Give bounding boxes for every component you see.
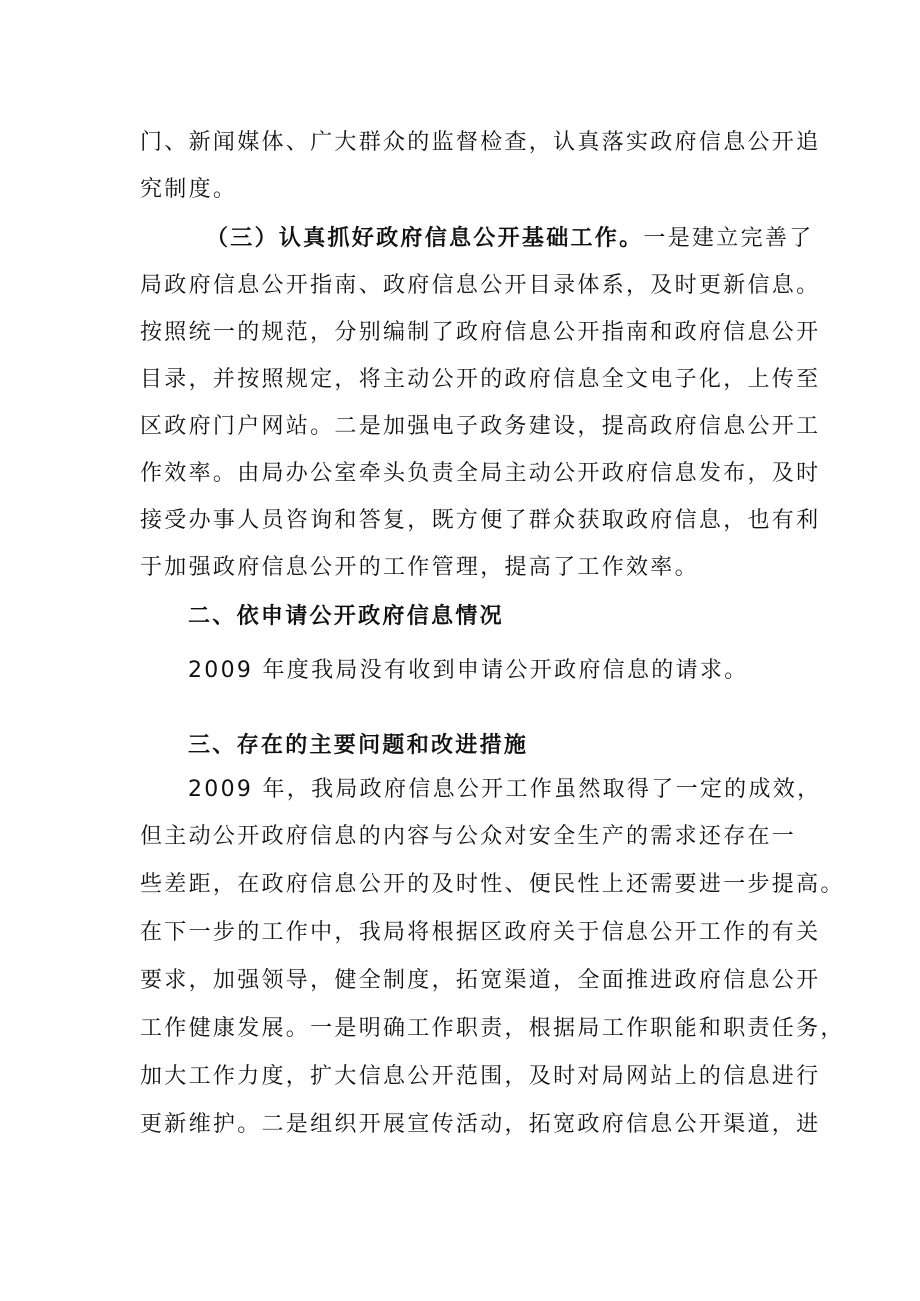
paragraph-line: 接受办事人员咨询和答复，既方便了群众获取政府信息，也有利 — [140, 508, 821, 533]
paragraph-line: 工作健康发展。一是明确工作职责，根据局工作职能和职责任务， — [140, 1016, 845, 1041]
section-3-main-heading: 三、存在的主要问题和改进措施 — [188, 733, 529, 758]
paragraph-line: 加大工作力度，扩大信息公开范围，及时对局网站上的信息进行 — [140, 1064, 821, 1089]
paragraph-line: 作效率。由局办公室牵头负责全局主动公开政府信息发布，及时 — [140, 461, 821, 486]
section-3-text: 一是建立完善了 — [643, 226, 814, 251]
paragraph-line: 目录，并按照规定，将主动公开的政府信息全文电子化，上传至 — [140, 367, 821, 392]
paragraph-line: 2009 年，我局政府信息公开工作虽然取得了一定的成效， — [188, 777, 822, 802]
paragraph-line: 更新维护。二是组织开展宣传活动，拓宽政府信息公开渠道，进 — [140, 1112, 821, 1137]
paragraph-line: 按照统一的规范，分别编制了政府信息公开指南和政府信息公开 — [140, 320, 821, 345]
section-3-heading: （三）认真抓好政府信息公开基础工作。 — [206, 226, 644, 251]
paragraph-line: 门、新闻媒体、广大群众的监督检查，认真落实政府信息公开追 — [140, 130, 821, 155]
paragraph-line: 区政府门户网站。二是加强电子政务建设，提高政府信息公开工 — [140, 414, 821, 439]
paragraph-line: 局政府信息公开指南、政府信息公开目录体系，及时更新信息。 — [140, 273, 821, 298]
paragraph-line: 但主动公开政府信息的内容与公众对安全生产的需求还存在一 — [140, 824, 797, 849]
paragraph-line: 要求，加强领导，健全制度，拓宽渠道，全面推进政府信息公开 — [140, 968, 821, 993]
section-2-heading: 二、依申请公开政府信息情况 — [188, 604, 504, 629]
section-3-first-line — [206, 224, 866, 254]
paragraph-line: 于加强政府信息公开的工作管理，提高了工作效率。 — [140, 555, 699, 580]
paragraph-line: 些差距，在政府信息公开的及时性、便民性上还需要进一步提高。 — [140, 872, 845, 897]
section-2-paragraph: 2009 年度我局没有收到申请公开政府信息的请求。 — [188, 658, 749, 683]
paragraph-line: 究制度。 — [140, 177, 238, 202]
paragraph-line: 在下一步的工作中，我局将根据区政府关于信息公开工作的有关 — [140, 920, 821, 945]
